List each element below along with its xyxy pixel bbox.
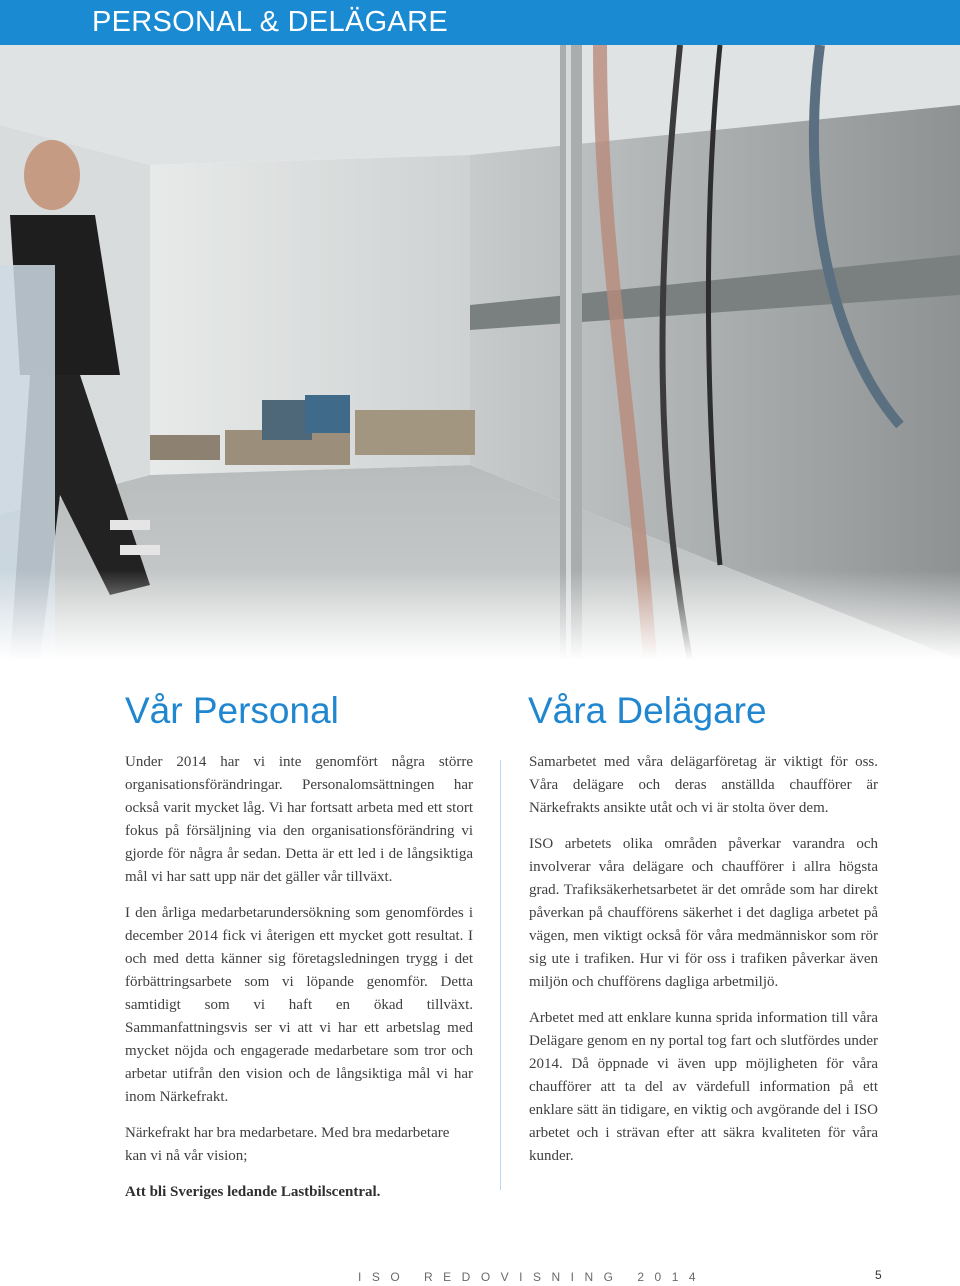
page-number: 5 <box>875 1268 882 1282</box>
page-title: PERSONAL & DELÄGARE <box>92 6 448 38</box>
delagare-column <box>529 751 878 1181</box>
paragraph: Under 2014 har vi inte genomfört några större organisationsförändringar. Personalomsättningen har också varit mycket låg. Vi har fortsatt arbeta med ett stort fokus på försäljning via den organisationsförändring vi gjorde för några år sedan. Detta är ett led i de långsiktiga mål vi har satt upp när det gäller vår tillväxt. <box>125 754 473 885</box>
paragraph: ISO arbetets olika områden påverkar varandra och involverar våra delägare och chaufförer i allra högsta grad. Trafiksäkerhetsarbetet är det område som har direkt påverkan på chaufförens säkerhet i det dagliga arbetet på vägen, men viktigt också för våra medmänniskor som rör sig ute i trafiken. Hur vi för oss i trafiken påverkar även miljön och chufförens dagliga arbetmiljö. <box>529 836 878 990</box>
column-divider <box>500 760 501 1190</box>
paragraph: Arbetet med att enklare kunna sprida information till våra Delägare genom en ny portal tog fart och slutfördes under 2014. Då öppnade vi även upp möjligheten för våra chaufförer att ta del av värdefull information på ett enklare sätt än tidigare, en viktig och avgörande del i ISO arbetet och i strävan efter att säkra kvaliteten för våra kunder. <box>529 1010 878 1164</box>
paragraph: Samarbetet med våra delägarföretag är viktigt för oss. Våra delägare och deras anställda chaufförer är Närkefrakts ansikte utåt och vi är stolta över dem. <box>529 754 878 816</box>
photo-fade <box>0 570 960 660</box>
closing-statement: Att bli Sveriges ledande Lastbilscentral. <box>125 1184 381 1200</box>
footer-label: ISO REDOVISNING 2014 <box>358 1270 707 1284</box>
paragraph: Närkefrakt har bra medarbetare. Med bra medarbetare kan vi nå vår vision; <box>125 1125 450 1164</box>
paragraph: I den årliga medarbetarundersökning som genomfördes i december 2014 fick vi återigen ett mycket gott resultat. I och med detta känner sig företagsledningen trygg i det förbättringsarbete som vi löpande genomför. Detta samtidigt som vi haft en ökad tillväxt. Sammanfattningsvis ser vi att vi har ett arbetslag med mycket nöjda och engagerade medarbetare som tror och arbetar utifrån den vision och de långsiktiga mål vi har inom Närkefrakt. <box>125 905 473 1105</box>
header-bar <box>0 0 960 45</box>
section-heading-personal: Vår Personal <box>125 690 339 731</box>
personal-column <box>125 751 473 1217</box>
truck-interior-photo <box>0 45 960 660</box>
section-heading-delagare: Våra Delägare <box>528 690 767 731</box>
